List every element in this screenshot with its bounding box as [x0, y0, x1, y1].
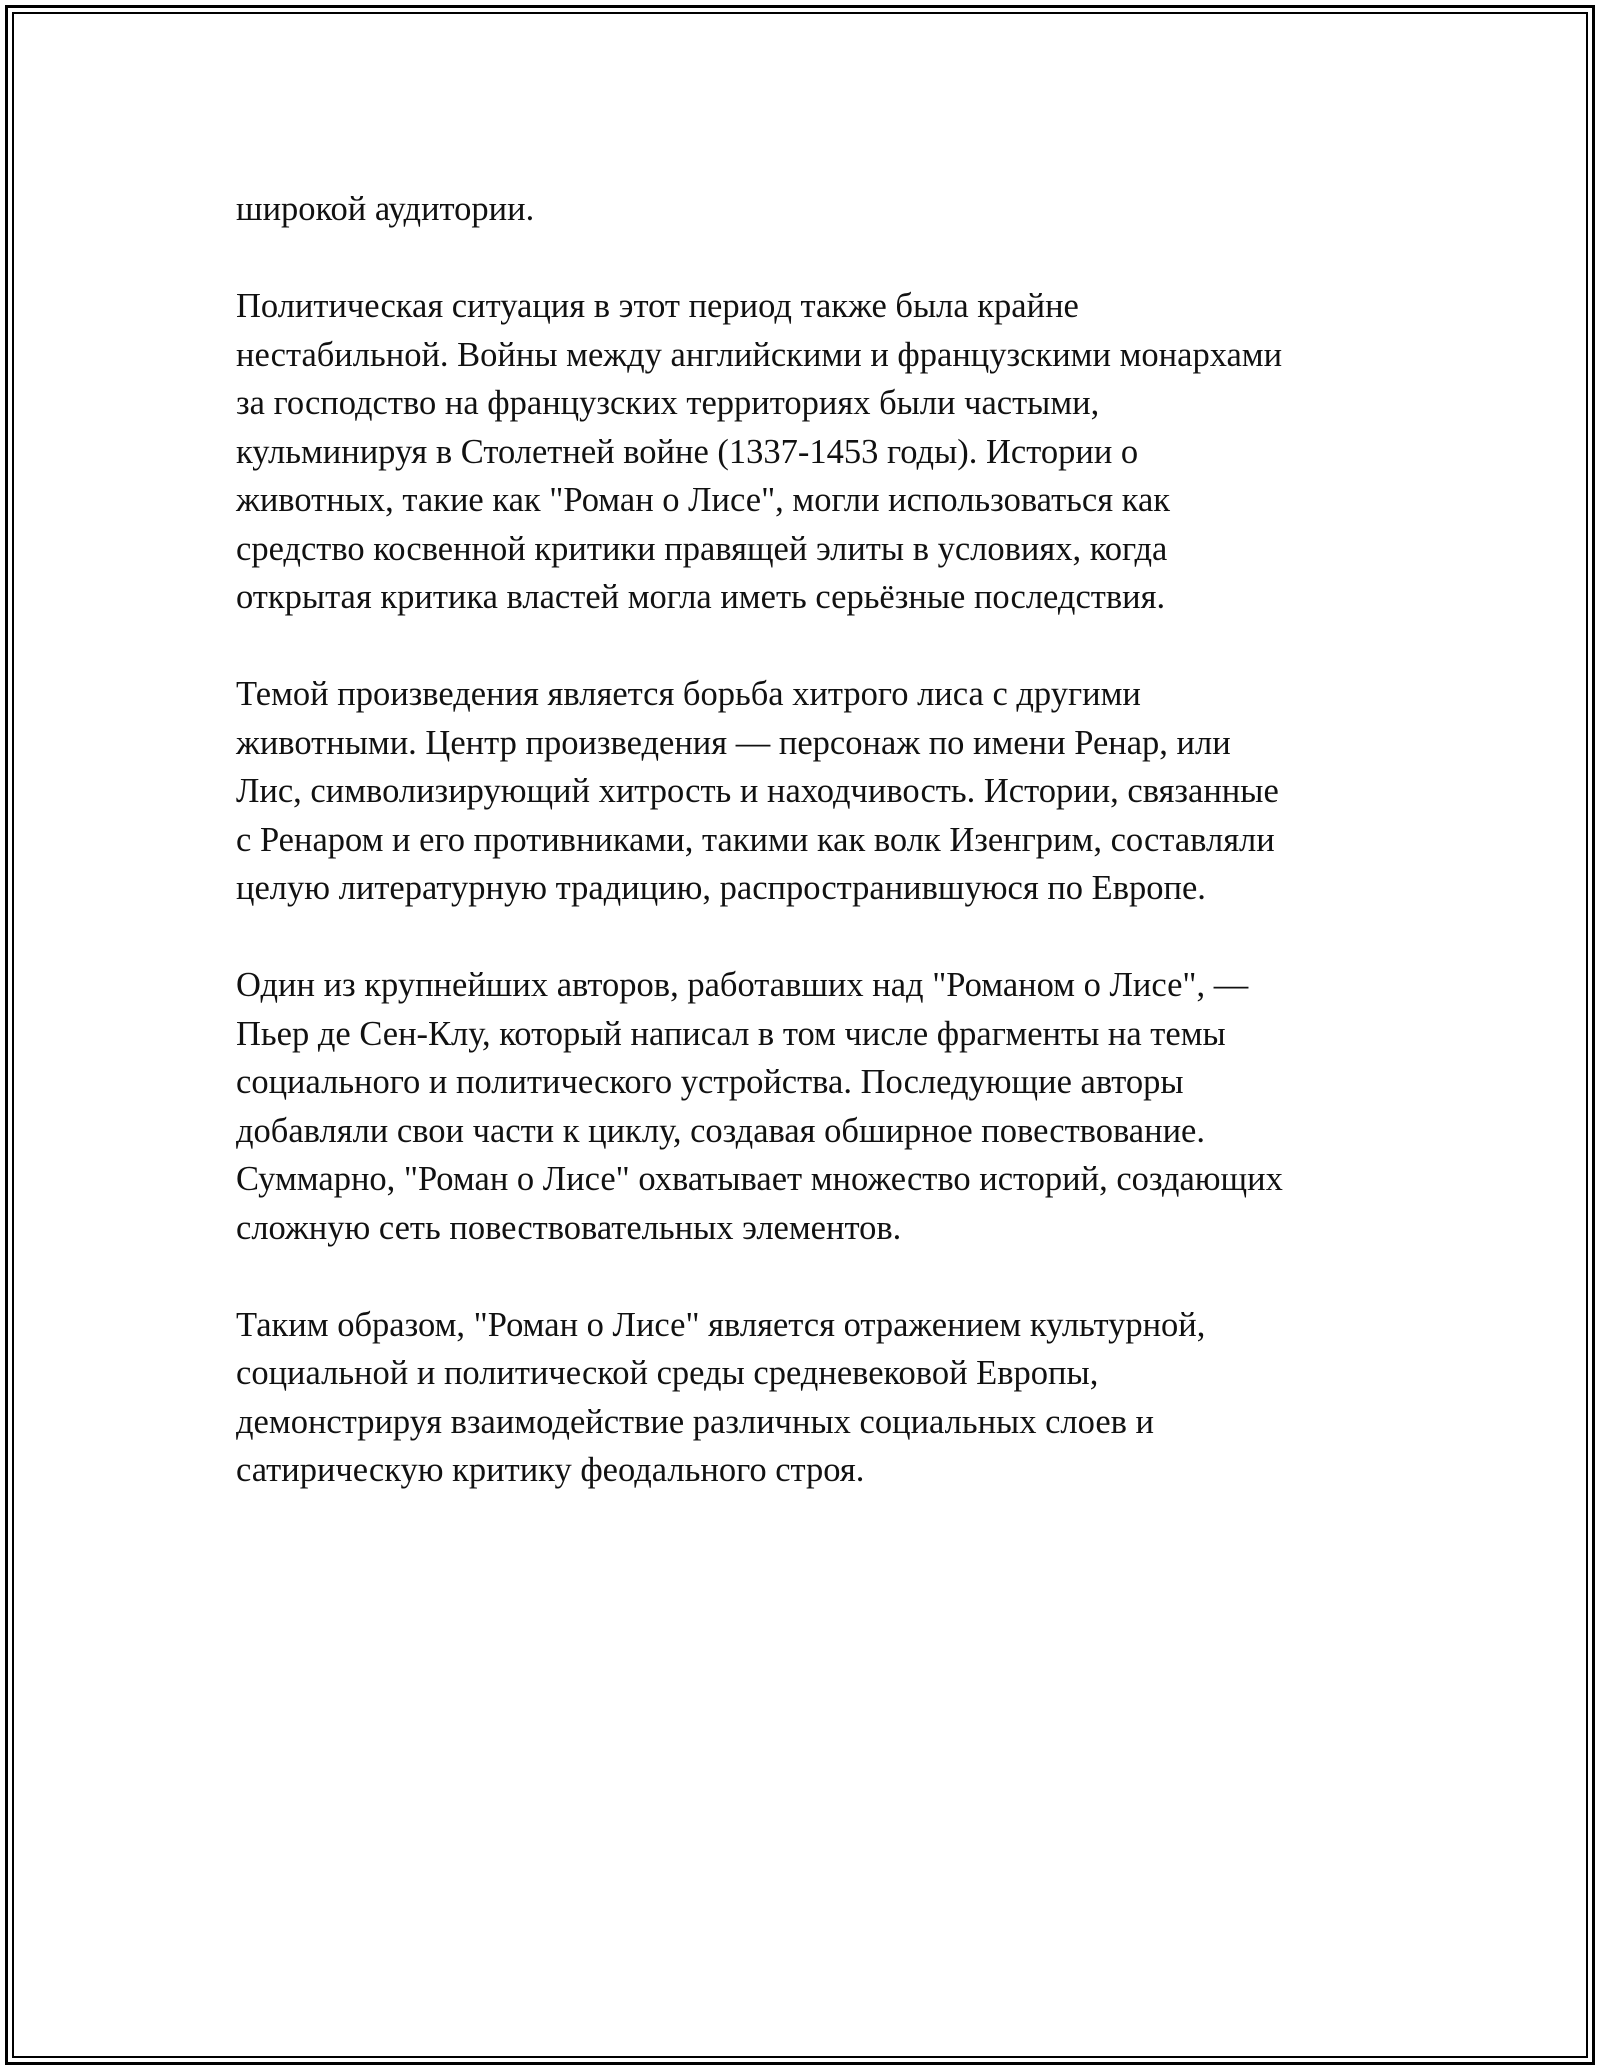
paragraph-1 [236, 185, 1366, 234]
paragraph-2 [236, 282, 1366, 622]
text-line: демонстрируя взаимодействие различных социальных слоев и [236, 1402, 1155, 1441]
text-line: сложную сеть повествовательных элементов. [236, 1208, 902, 1247]
text-line: широкой аудитории. [236, 190, 535, 228]
text-line: Пьер де Сен-Клу, который написал в том числе фрагменты на темы [236, 1014, 1226, 1053]
paragraph-5 [236, 1301, 1366, 1495]
text-line: нестабильной. Войны между английскими и французскими монархами [236, 335, 1283, 374]
text-line: за господство на французских территориях были частыми, [236, 384, 1100, 422]
text-line: социального и политического устройства. Последующие авторы [236, 1063, 1184, 1101]
text-line: Темой произведения является борьба хитрого лиса с другими [236, 675, 1141, 713]
text-line: средство косвенной критики правящей элиты в условиях, когда [236, 529, 1168, 568]
text-line: Один из крупнейших авторов, работавших над "Романом о Лисе", — [236, 966, 1249, 1004]
paragraph-3 [236, 670, 1366, 913]
text-line: Лис, символизирующий хитрость и находчивость. Истории, связанные [236, 772, 1279, 810]
paragraph-4 [236, 961, 1366, 1252]
text-line: кульминируя в Столетней войне (1337-1453 годы). Истории о [236, 432, 1139, 471]
text-line: животных, такие как "Роман о Лисе", могли использоваться как [236, 481, 1171, 519]
document-body [236, 185, 1366, 1543]
text-line: добавляли свои части к циклу, создавая обширное повествование. [236, 1111, 1205, 1150]
text-line: с Ренаром и его противниками, такими как волк Изенгрим, составляли [236, 820, 1275, 859]
text-line: социальной и политической среды средневековой Европы, [236, 1354, 1099, 1392]
text-line: сатирическую критику феодального строя. [236, 1451, 865, 1489]
text-line: целую литературную традицию, распространившуюся по Европе. [236, 869, 1206, 907]
text-line: Политическая ситуация в этот период также была крайне [236, 287, 1079, 325]
text-line: животными. Центр произведения — персонаж по имени Ренар, или [236, 723, 1231, 762]
text-line: Суммарно, "Роман о Лисе" охватывает множество историй, создающих [236, 1160, 1283, 1198]
text-line: Таким образом, "Роман о Лисе" является отражением культурной, [236, 1305, 1206, 1344]
text-line: открытая критика властей могла иметь серьёзные последствия. [236, 578, 1166, 616]
